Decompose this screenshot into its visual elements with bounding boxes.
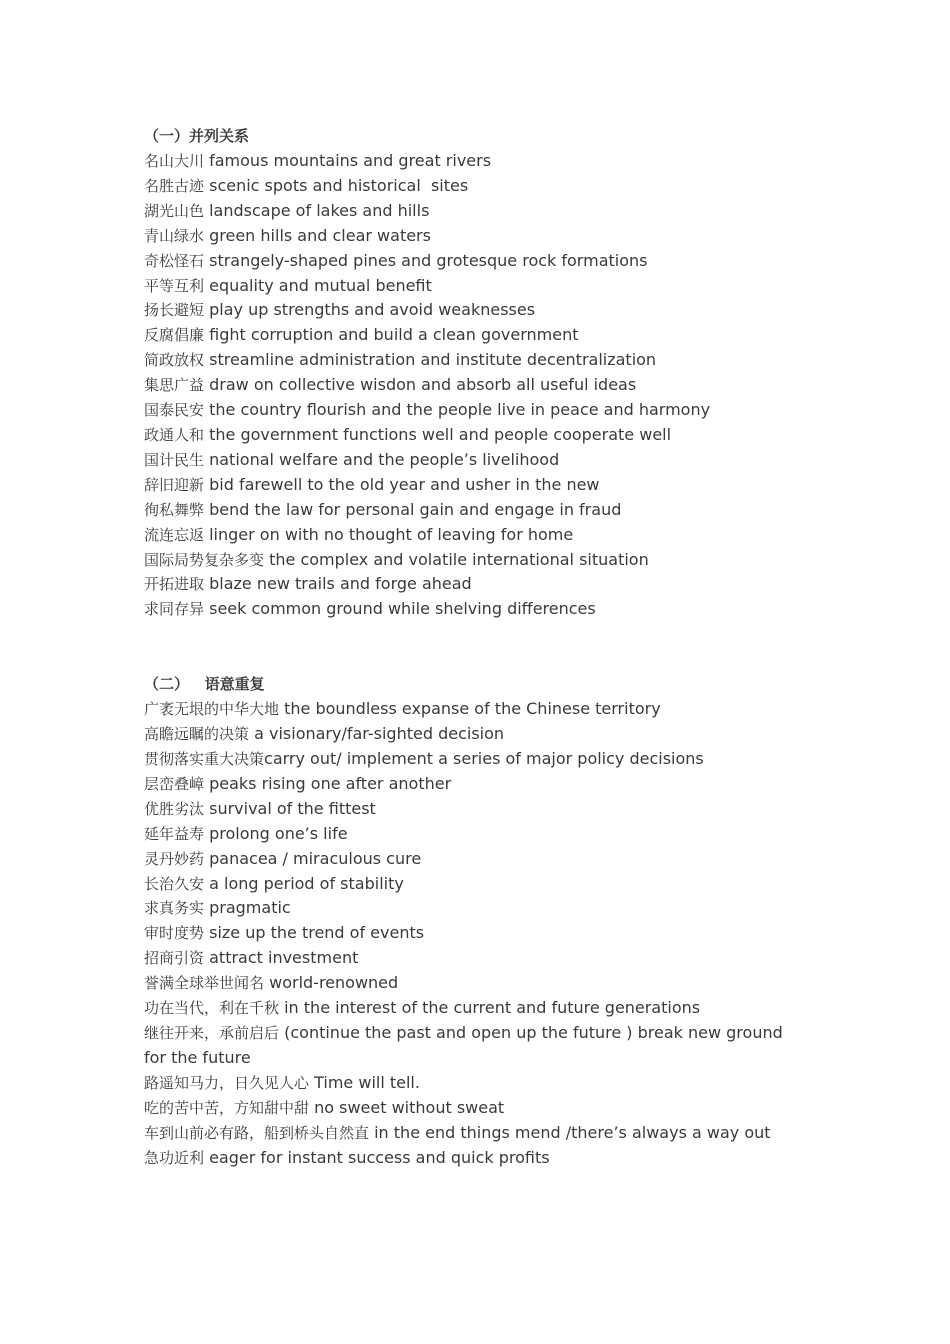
- list-item: [144, 373, 804, 398]
- list-item: [144, 971, 804, 996]
- english-translation: eager for instant success and quick profits: [209, 1147, 550, 1167]
- list-item: [144, 1096, 804, 1121]
- list-item: [144, 298, 804, 323]
- english-translation: carry out/ implement a series of major policy decisions: [264, 749, 704, 769]
- english-translation: prolong one’s life: [209, 823, 348, 843]
- list-item: [144, 323, 804, 348]
- chinese-term: 贯彻落实重大决策: [144, 750, 265, 769]
- chinese-term: 奇松怪石: [144, 251, 205, 270]
- list-item: [144, 149, 804, 174]
- list-item: [144, 348, 804, 373]
- chinese-term: 反腐倡廉: [144, 326, 205, 345]
- list-item: [144, 523, 804, 548]
- list-item: [144, 597, 804, 622]
- english-translation: in the interest of the current and future generations: [284, 998, 701, 1018]
- list-item: [144, 946, 804, 971]
- english-translation: the country flourish and the people live in peace and harmony: [209, 400, 711, 420]
- english-translation: panacea / miraculous cure: [209, 848, 422, 868]
- english-translation: landscape of lakes and hills: [209, 200, 430, 220]
- chinese-term: 国泰民安: [144, 401, 205, 420]
- english-translation: a visionary/far-sighted decision: [254, 724, 505, 744]
- english-translation: in the end things mend /there’s always a way out: [374, 1122, 771, 1142]
- english-translation: fight corruption and build a clean government: [209, 325, 579, 345]
- chinese-term: 急功近利: [144, 1148, 205, 1167]
- chinese-term: 流连忘返: [144, 525, 205, 544]
- list-item: [144, 274, 804, 299]
- english-translation: survival of the fittest: [209, 798, 376, 818]
- english-translation: blaze new trails and forge ahead: [209, 574, 472, 594]
- list-item: [144, 448, 804, 473]
- chinese-term: 延年益寿: [144, 824, 205, 843]
- list-item: [144, 224, 804, 249]
- chinese-term: 青山绿水: [144, 226, 205, 245]
- english-translation: green hills and clear waters: [209, 225, 431, 245]
- section-spacer: [144, 622, 804, 672]
- list-item: [144, 822, 804, 847]
- list-item: [144, 1071, 804, 1096]
- chinese-term: 政通人和: [144, 425, 205, 444]
- chinese-term: 开拓进取: [144, 575, 205, 594]
- list-item: [144, 847, 804, 872]
- english-translation: play up strengths and avoid weaknesses: [209, 300, 536, 320]
- chinese-term: 层峦叠嶂: [144, 774, 205, 793]
- chinese-term: 名胜古迹: [144, 176, 205, 195]
- chinese-term: 路遥知马力，日久见人心: [144, 1073, 310, 1092]
- chinese-term: 国际局势复杂多变: [144, 550, 265, 569]
- list-item: [144, 423, 804, 448]
- english-translation: bid farewell to the old year and usher in the new: [209, 474, 600, 494]
- english-translation: the boundless expanse of the Chinese territory: [284, 699, 661, 719]
- list-item: [144, 1021, 804, 1071]
- english-translation: peaks rising one after another: [209, 773, 452, 793]
- chinese-term: 求真务实: [144, 899, 205, 918]
- english-translation: Time will tell.: [314, 1072, 420, 1092]
- list-item: [144, 249, 804, 274]
- chinese-term: 求同存异: [144, 600, 205, 619]
- list-item: [144, 697, 804, 722]
- list-item: [144, 199, 804, 224]
- english-translation: no sweet without sweat: [314, 1097, 505, 1117]
- document-page: [144, 124, 804, 1170]
- english-translation: draw on collective wisdon and absorb all useful ideas: [209, 375, 637, 395]
- chinese-term: 广袤无垠的中华大地: [144, 700, 280, 719]
- english-translation: national welfare and the people’s livelihood: [209, 449, 560, 469]
- list-item: [144, 572, 804, 597]
- chinese-term: 徇私舞弊: [144, 500, 205, 519]
- list-item: [144, 1146, 804, 1171]
- chinese-term: 高瞻远瞩的决策: [144, 725, 250, 744]
- chinese-term: 集思广益: [144, 376, 205, 395]
- chinese-term: 功在当代，利在千秋: [144, 999, 280, 1018]
- section-1-title: （一）并列关系: [144, 127, 250, 145]
- list-item: [144, 1121, 804, 1146]
- list-item: [144, 548, 804, 573]
- chinese-term: 吃的苦中苦，方知甜中甜: [144, 1098, 310, 1117]
- english-translation: pragmatic: [209, 898, 291, 918]
- chinese-term: 扬长避短: [144, 301, 205, 320]
- section-1-list: [144, 149, 804, 622]
- chinese-term: 优胜劣汰: [144, 799, 205, 818]
- chinese-term: 审时度势: [144, 924, 205, 943]
- english-translation: scenic spots and historical sites: [209, 175, 469, 195]
- chinese-term: 湖光山色: [144, 201, 205, 220]
- list-item: [144, 921, 804, 946]
- section-2-list: [144, 697, 804, 1170]
- chinese-term: 灵丹妙药: [144, 849, 205, 868]
- english-translation: the government functions well and people cooperate well: [209, 424, 672, 444]
- list-item: [144, 747, 804, 772]
- english-translation: famous mountains and great rivers: [209, 151, 492, 170]
- section-2-title: （二） 语意重复: [144, 675, 265, 694]
- list-item: [144, 398, 804, 423]
- list-item: [144, 722, 804, 747]
- chinese-term: 简政放权: [144, 351, 205, 370]
- list-item: [144, 872, 804, 897]
- english-translation: the complex and volatile international situation: [269, 549, 649, 569]
- chinese-term: 车到山前必有路，船到桥头自然直: [144, 1123, 370, 1142]
- english-translation: bend the law for personal gain and engage in fraud: [209, 499, 622, 519]
- english-translation: a long period of stability: [209, 873, 404, 893]
- list-item: [144, 473, 804, 498]
- list-item: [144, 498, 804, 523]
- chinese-term: 名山大川: [144, 152, 205, 170]
- english-translation: streamline administration and institute decentralization: [209, 350, 657, 370]
- english-translation: seek common ground while shelving differences: [209, 599, 596, 619]
- chinese-term: 平等互利: [144, 276, 205, 295]
- english-translation: attract investment: [209, 948, 359, 968]
- english-translation: equality and mutual benefit: [209, 275, 432, 295]
- list-item: [144, 797, 804, 822]
- chinese-term: 辞旧迎新: [144, 475, 205, 494]
- english-translation: world-renowned: [269, 973, 399, 993]
- list-item: [144, 772, 804, 797]
- english-translation: size up the trend of events: [209, 923, 425, 943]
- chinese-term: 长治久安: [144, 874, 205, 893]
- english-translation: linger on with no thought of leaving for home: [209, 524, 574, 544]
- english-translation: strangely-shaped pines and grotesque rock formations: [209, 250, 648, 270]
- chinese-term: 国计民生: [144, 450, 205, 469]
- list-item: [144, 174, 804, 199]
- chinese-term: 誉满全球举世闻名: [144, 974, 265, 993]
- list-item: [144, 996, 804, 1021]
- chinese-term: 招商引资: [144, 949, 205, 968]
- list-item: [144, 896, 804, 921]
- chinese-term: 继往开来，承前启后: [144, 1024, 280, 1042]
- english-translation: (continue the past and open up the future ) break new ground for the future: [144, 1023, 788, 1067]
